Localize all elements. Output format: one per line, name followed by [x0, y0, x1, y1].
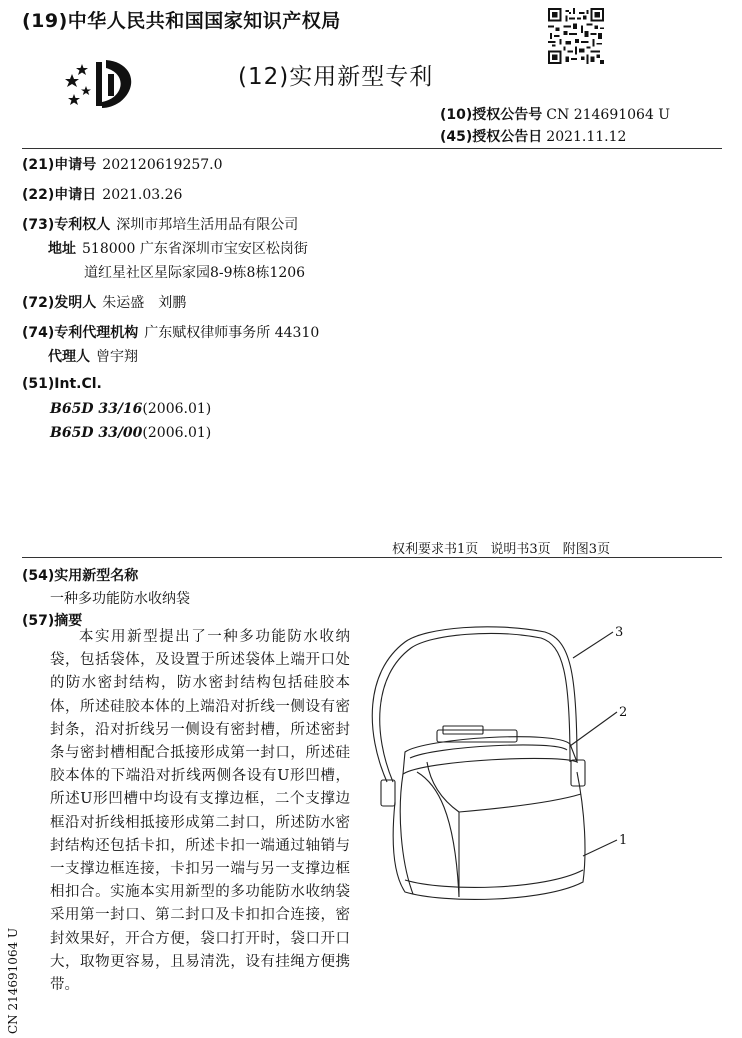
- address-line-1: 518000 广东省深圳市宝安区松岗街: [82, 241, 308, 257]
- ipc-version: (2006.01): [142, 401, 212, 417]
- address-line-2: 道红星社区星际家园8-9栋8栋1206: [84, 265, 306, 281]
- header-divider: [22, 148, 722, 149]
- agency-row: [22, 322, 319, 342]
- publication-number-row: [440, 104, 670, 124]
- publication-number: CN 214691064 U: [546, 107, 671, 123]
- page-count: 权利要求书1页 说明书3页 附图3页: [392, 542, 611, 557]
- agency-label: (74)专利代理机构: [22, 325, 139, 341]
- application-number: 202120619257.0: [102, 157, 223, 173]
- ipc-code: B65D 33/16: [50, 401, 143, 417]
- cnipa-logo-icon: [62, 56, 142, 112]
- application-date-label: (22)申请日: [22, 187, 97, 203]
- publication-date: 2021.11.12: [546, 129, 627, 145]
- address-label: 地址: [48, 241, 76, 257]
- figure-label-2: 2: [619, 705, 628, 720]
- document-type: (12)实用新型专利: [238, 64, 434, 90]
- qr-code-icon: [548, 8, 604, 64]
- application-number-row: [22, 154, 223, 174]
- address-row: [48, 238, 308, 258]
- abstract-label: (57)摘要: [22, 613, 83, 629]
- application-number-label: (21)申请号: [22, 157, 97, 173]
- side-publication-code: CN 214691064 U: [6, 927, 20, 1034]
- agency: 广东赋权律师事务所 44310: [144, 325, 320, 341]
- ipc-item: [50, 401, 211, 417]
- patentee: 深圳市邦培生活用品有限公司: [116, 217, 299, 233]
- inventor-row: [22, 292, 186, 312]
- inventor-label: (72)发明人: [22, 295, 97, 311]
- utility-model-title: 一种多功能防水收纳袋: [50, 591, 190, 607]
- publication-number-label: (10)授权公告号: [440, 107, 543, 123]
- ipc-version: (2006.01): [142, 425, 212, 441]
- patentee-label: (73)专利权人: [22, 217, 111, 233]
- inventors: 朱运盛 刘鹏: [102, 295, 187, 311]
- application-date-row: [22, 184, 182, 204]
- office-name: (19)中华人民共和国国家知识产权局: [22, 10, 341, 32]
- ipc-code: B65D 33/00: [50, 425, 143, 441]
- figure-label-1: 1: [619, 833, 628, 848]
- publication-date-row: [440, 126, 626, 146]
- ipc-item: [50, 425, 211, 441]
- section-divider: [22, 557, 722, 558]
- ipc-label-text: (51)Int.Cl.: [22, 376, 102, 392]
- agent: 曾宇翔: [96, 349, 138, 365]
- figure-label-3: 3: [615, 625, 624, 640]
- publication-date-label: (45)授权公告日: [440, 129, 543, 145]
- patentee-row: [22, 214, 298, 234]
- abstract-text: 本实用新型提出了一种多功能防水收纳袋，包括袋体，及设置于所述袋体上端开口处的防水密封结构，防水密封结构包括硅胶本体，所述硅胶本体的上端沿对折线一侧设有密封条，沿对折线另一侧设有密封槽，所述密封条与密封槽相配合抵接形成第一封口，所述硅胶本体的下端沿对折线两侧各设有U形凹槽，所述U形凹槽中均设有支撑边框，二个支撑边框沿对折线相抵接形成第二封口，所述防水密封结构还包括卡扣，所述卡扣一端通过轴销与一支撑边框连接，卡扣另一端与另一支撑边框相扣合。实施本实用新型的多功能防水收纳袋采用第一封口、第二封口及卡扣扣合连接，密封效果好，开合方便，袋口打开时，袋口开口大，取物更容易，且易清洗，设有挂绳方便携带。: [50, 629, 350, 994]
- agent-label: 代理人: [48, 349, 90, 365]
- ipc-label: [22, 376, 102, 392]
- bag-drawing: [355, 612, 655, 912]
- title-label: (54)实用新型名称: [22, 568, 139, 584]
- agent-row: [48, 346, 138, 366]
- application-date: 2021.03.26: [102, 187, 183, 203]
